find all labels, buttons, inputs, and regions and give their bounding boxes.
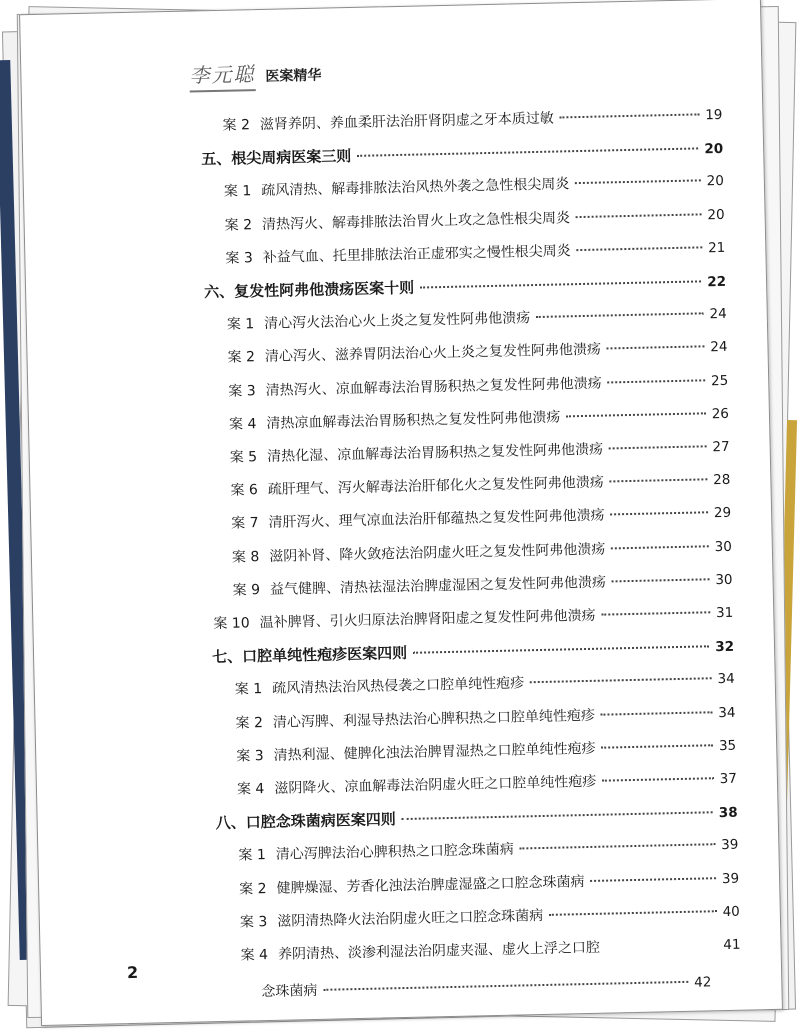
toc-page-number: 42 bbox=[693, 974, 712, 991]
toc-section-entry bbox=[216, 801, 738, 833]
toc-entry-title: 温补脾肾、引火归原法治脾肾阳虚之复发性阿弗他溃疡 bbox=[259, 607, 596, 632]
dot-leader bbox=[566, 412, 705, 417]
dot-leader bbox=[602, 777, 713, 781]
toc-page-number: 29 bbox=[713, 505, 732, 522]
toc-case-label: 案 2 bbox=[222, 117, 251, 134]
toc-page-number: 34 bbox=[718, 704, 736, 721]
toc-case-label: 案 3 bbox=[239, 913, 268, 931]
toc-entry-title: 清心泻脾、利湿导热法治心脾积热之口腔单纯性疱疹 bbox=[272, 707, 596, 731]
dot-leader bbox=[520, 844, 715, 850]
toc-case-entry bbox=[232, 535, 732, 566]
toc-entry-title: 疏风清热、解毒排脓法治风热外袭之急性根尖周炎 bbox=[261, 176, 570, 200]
dot-leader bbox=[611, 545, 708, 549]
toc-entry-title: 清热凉血解毒法治胃肠积热之复发性阿弗他溃疡 bbox=[266, 409, 561, 432]
dot-leader bbox=[402, 811, 713, 820]
toc-page-number: 20 bbox=[704, 141, 724, 158]
toc-page-number: 32 bbox=[715, 638, 735, 656]
toc-entry-title: 滋阴降火、凉血解毒法治阴虚火旺之口腔单纯性疱疹 bbox=[274, 773, 597, 797]
toc-page-number: 25 bbox=[710, 372, 729, 389]
dot-leader bbox=[590, 877, 715, 882]
dot-leader bbox=[601, 711, 712, 715]
toc-case-label: 案 2 bbox=[239, 880, 267, 898]
toc-case-entry bbox=[237, 768, 737, 799]
toc-entry-title: 健脾燥湿、芳香化浊法治脾虚湿盛之口腔念珠菌病 bbox=[276, 873, 585, 897]
dot-leader bbox=[560, 113, 699, 118]
toc-entry-title: 清热利湿、健脾化浊法治脾胃湿热之口腔单纯性疱疹 bbox=[273, 740, 596, 764]
dot-leader bbox=[530, 678, 711, 684]
page-folio: 2 bbox=[126, 962, 139, 983]
book-title: 医案精华 bbox=[265, 67, 322, 85]
toc-entry-title: 滋阴补肾、降火敛疮法治阴虚火旺之复发性阿弗他溃疡 bbox=[269, 541, 606, 565]
toc-entry-title: 清热泻火、解毒排脓法治胃火上攻之急性根尖周炎 bbox=[261, 209, 571, 233]
toc-page-number: 26 bbox=[711, 405, 730, 422]
toc-page-number: 20 bbox=[707, 206, 725, 223]
toc-section-entry bbox=[201, 137, 723, 169]
toc-entry-title: 八、口腔念珠菌病医案四则 bbox=[215, 810, 396, 833]
toc-case-entry bbox=[240, 934, 740, 965]
toc-case-label: 案 10 bbox=[213, 615, 250, 633]
dot-leader bbox=[575, 180, 700, 185]
toc-entry-title: 六、复发性阿弗他溃疡医案十则 bbox=[203, 278, 415, 302]
toc-case-entry bbox=[213, 602, 733, 633]
toc-page-number: 39 bbox=[720, 837, 739, 854]
toc-case-entry bbox=[238, 834, 738, 865]
toc-page-number: 40 bbox=[722, 903, 740, 920]
toc-entry-title: 清热化湿、凉血解毒法治胃肠积热之复发性阿弗他溃疡 bbox=[266, 441, 604, 465]
dot-leader bbox=[608, 379, 705, 383]
toc-entry-title: 七、口腔单纯性疱疹医案四则 bbox=[211, 644, 408, 667]
toc-case-label: 案 8 bbox=[231, 548, 260, 566]
dot-leader bbox=[610, 512, 707, 516]
toc-entry-title: 五、根尖周病医案三则 bbox=[201, 147, 352, 169]
toc-entry-title: 疏风清热法治风热侵袭之口腔单纯性疱疹 bbox=[272, 675, 525, 698]
toc-case-label: 案 5 bbox=[229, 449, 258, 466]
dot-leader bbox=[609, 445, 706, 449]
toc-page-number: 28 bbox=[713, 471, 731, 489]
dot-leader bbox=[610, 479, 707, 483]
contents-page bbox=[19, 0, 783, 1026]
toc-case-entry bbox=[231, 502, 731, 533]
toc-case-entry bbox=[239, 867, 739, 898]
toc-case-label: 案 1 bbox=[226, 316, 255, 333]
toc-page-number: 21 bbox=[707, 239, 726, 257]
toc-case-entry bbox=[227, 303, 727, 334]
dot-leader bbox=[413, 645, 709, 653]
toc-entry-title: 益气健脾、清热祛湿法治脾虚湿困之复发性阿弗他溃疡 bbox=[269, 574, 607, 598]
toc-case-label: 案 4 bbox=[228, 415, 257, 433]
dot-leader bbox=[607, 346, 704, 350]
toc-case-entry bbox=[224, 170, 724, 201]
toc-case-entry bbox=[235, 668, 735, 699]
dot-leader bbox=[549, 910, 716, 916]
toc-section-entry bbox=[212, 635, 734, 667]
toc-page-number: 19 bbox=[705, 106, 723, 124]
toc-case-entry bbox=[222, 104, 722, 135]
toc-entry-title: 清肝泻火、理气凉血法治肝郁蕴热之复发性阿弗他溃疡 bbox=[268, 507, 605, 532]
toc-case-label: 案 1 bbox=[223, 183, 252, 201]
toc-case-label: 案 2 bbox=[235, 714, 264, 732]
dot-leader bbox=[576, 213, 701, 218]
toc-case-entry bbox=[229, 403, 729, 434]
toc-page-number: 37 bbox=[719, 770, 738, 788]
toc-case-entry bbox=[232, 569, 732, 600]
toc-page-number: 39 bbox=[721, 870, 740, 887]
dot-leader bbox=[536, 313, 703, 319]
dot-leader bbox=[357, 148, 698, 157]
dot-leader bbox=[420, 280, 701, 288]
toc-entry-title: 清热泻火、凉血解毒法治胃肠积热之复发性阿弗他溃疡 bbox=[265, 375, 602, 399]
toc-case-label: 案 4 bbox=[236, 781, 265, 798]
toc-case-entry bbox=[228, 369, 728, 400]
toc-case-label: 案 3 bbox=[225, 249, 253, 267]
toc-case-entry bbox=[240, 901, 740, 932]
toc-case-label: 案 1 bbox=[234, 681, 263, 699]
toc-page-number: 38 bbox=[718, 804, 738, 822]
toc-entry-title: 清心泻脾法治心脾积热之口腔念珠菌病 bbox=[275, 842, 514, 864]
toc-page-number: 22 bbox=[707, 273, 727, 291]
toc-case-label: 案 6 bbox=[230, 482, 259, 499]
toc-page-number: 27 bbox=[712, 438, 730, 456]
toc-entry-title: 清心泻火、滋养胃阴法治心火上炎之复发性阿弗他溃疡 bbox=[264, 341, 602, 366]
toc-page-number: 20 bbox=[706, 173, 725, 190]
toc-case-entry bbox=[227, 336, 727, 367]
table-of-contents bbox=[22, 103, 762, 1001]
toc-case-label: 案 2 bbox=[227, 349, 256, 367]
dot-leader bbox=[602, 611, 711, 615]
running-header bbox=[189, 57, 322, 93]
author-signature: 李元聪 bbox=[189, 58, 256, 92]
toc-page-number: 41 bbox=[723, 936, 741, 954]
toc-case-label: 案 4 bbox=[240, 947, 269, 964]
toc-page-number: 24 bbox=[710, 339, 728, 356]
toc-page-number: 24 bbox=[709, 306, 727, 323]
toc-case-label: 案 2 bbox=[224, 216, 253, 234]
toc-case-label: 案 1 bbox=[238, 847, 266, 865]
toc-entry-continuation bbox=[261, 972, 711, 1002]
toc-case-entry bbox=[235, 701, 735, 732]
dot-leader bbox=[612, 578, 709, 582]
toc-section-entry bbox=[204, 270, 726, 302]
toc-entry-title: 疏肝理气、泻火解毒法治肝郁化火之复发性阿弗他溃疡 bbox=[267, 474, 604, 499]
toc-page-number: 30 bbox=[714, 538, 733, 555]
toc-page-number: 31 bbox=[715, 604, 734, 622]
toc-page-number: 35 bbox=[718, 737, 737, 754]
toc-entry-title: 补益气血、托里排脓法治正虚邪实之慢性根尖周炎 bbox=[262, 243, 571, 266]
toc-page-number: 34 bbox=[717, 671, 735, 688]
toc-case-label: 案 9 bbox=[232, 581, 261, 599]
toc-entry-title: 清心泻火法治心火上炎之复发性阿弗他溃疡 bbox=[264, 310, 531, 333]
toc-case-label: 案 3 bbox=[228, 382, 256, 400]
toc-entry-title-continued: 念珠菌病 bbox=[261, 983, 318, 1001]
toc-case-label: 案 3 bbox=[236, 747, 264, 765]
toc-entry-title: 养阴清热、淡渗利湿法治阴虚夹湿、虚火上浮之口腔 bbox=[277, 939, 601, 963]
toc-case-entry bbox=[225, 237, 725, 268]
toc-case-entry bbox=[230, 469, 730, 500]
toc-case-entry bbox=[236, 735, 736, 766]
toc-entry-title: 滋阴清热降火法治阴虚火旺之口腔念珠菌病 bbox=[277, 907, 544, 930]
toc-case-entry bbox=[230, 436, 730, 467]
dot-leader bbox=[602, 744, 713, 748]
dot-leader bbox=[577, 246, 702, 251]
toc-page-number: 30 bbox=[715, 571, 733, 588]
dot-leader bbox=[323, 981, 688, 991]
toc-entry-title: 滋肾养阴、养血柔肝法治肝肾阴虚之牙本质过敏 bbox=[259, 110, 554, 133]
toc-case-entry bbox=[224, 203, 724, 234]
toc-case-label: 案 7 bbox=[231, 515, 259, 533]
